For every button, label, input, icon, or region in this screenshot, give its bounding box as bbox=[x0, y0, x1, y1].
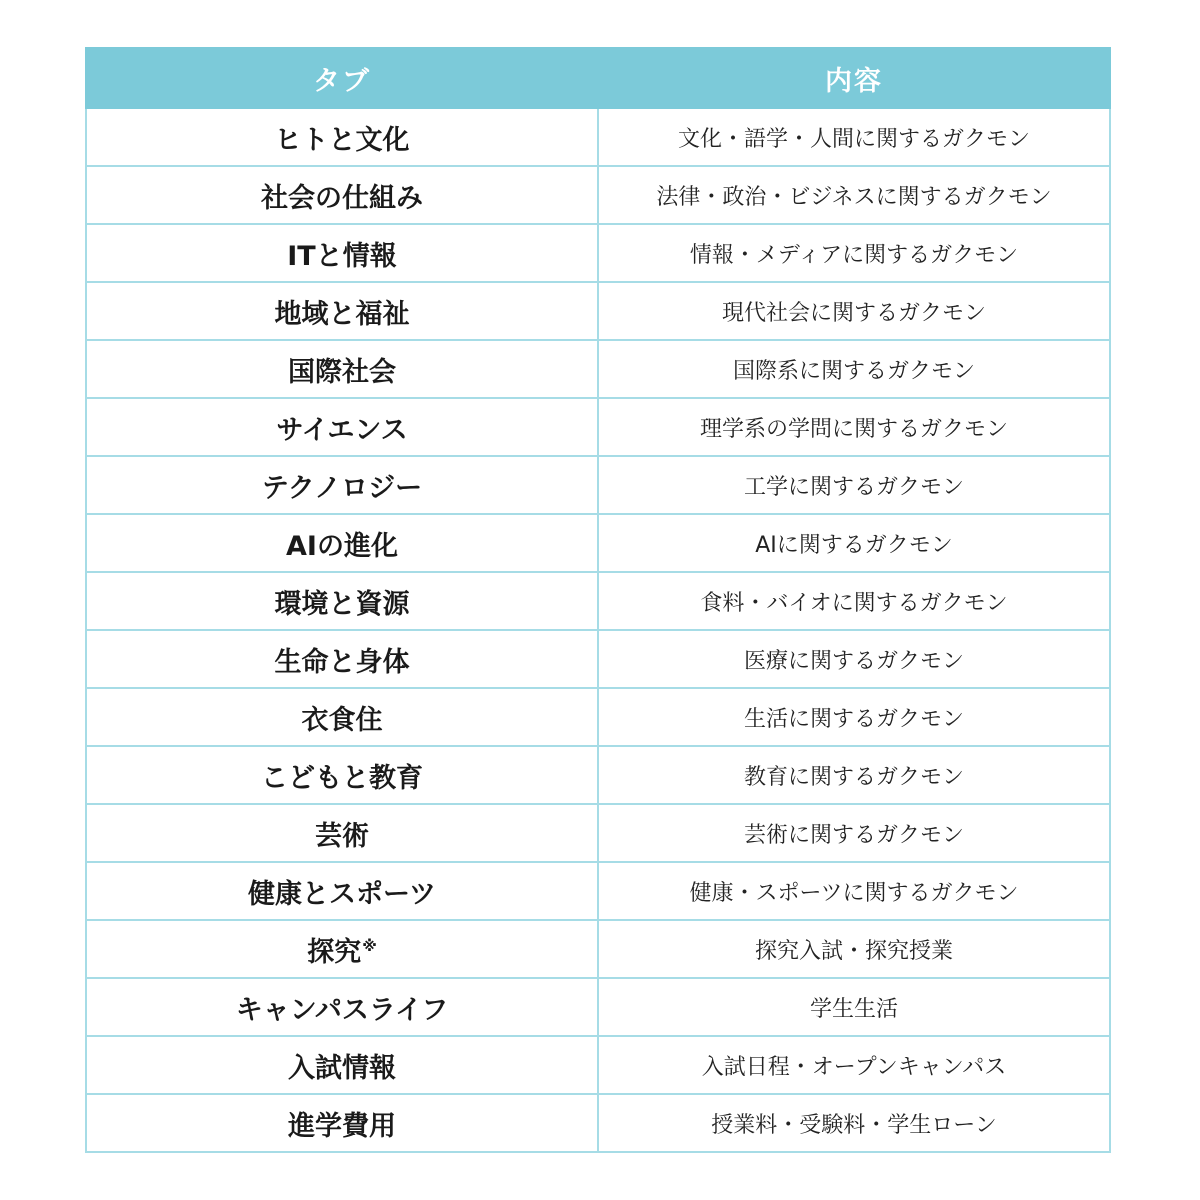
content-cell: 文化・語学・人間に関するガクモン bbox=[598, 108, 1110, 166]
tab-content-table-wrapper bbox=[85, 47, 1109, 1153]
table-body bbox=[86, 108, 1110, 1152]
tab-content-table bbox=[85, 47, 1111, 1153]
content-cell: 食料・バイオに関するガクモン bbox=[598, 572, 1110, 630]
content-cell: 入試日程・オープンキャンパス bbox=[598, 1036, 1110, 1094]
tab-name-cell: 国際社会 bbox=[86, 340, 598, 398]
tab-name-cell: 芸術 bbox=[86, 804, 598, 862]
table-row bbox=[86, 398, 1110, 456]
table-row bbox=[86, 340, 1110, 398]
header-tab: タブ bbox=[86, 48, 598, 108]
table-row bbox=[86, 920, 1110, 978]
tab-name-cell: 地域と福祉 bbox=[86, 282, 598, 340]
tab-name-cell: AIの進化 bbox=[86, 514, 598, 572]
header-content: 内容 bbox=[598, 48, 1110, 108]
table-row bbox=[86, 978, 1110, 1036]
table-row bbox=[86, 224, 1110, 282]
content-cell: 授業料・受験料・学生ローン bbox=[598, 1094, 1110, 1152]
content-cell: 情報・メディアに関するガクモン bbox=[598, 224, 1110, 282]
tab-name-cell: 社会の仕組み bbox=[86, 166, 598, 224]
table-row bbox=[86, 688, 1110, 746]
table-row bbox=[86, 456, 1110, 514]
content-cell: 現代社会に関するガクモン bbox=[598, 282, 1110, 340]
content-cell: 法律・政治・ビジネスに関するガクモン bbox=[598, 166, 1110, 224]
content-cell: 理学系の学問に関するガクモン bbox=[598, 398, 1110, 456]
footnote-mark: ※ bbox=[362, 936, 377, 955]
tab-name-cell: 生命と身体 bbox=[86, 630, 598, 688]
tab-name-cell: テクノロジー bbox=[86, 456, 598, 514]
table-row bbox=[86, 862, 1110, 920]
content-cell: 学生生活 bbox=[598, 978, 1110, 1036]
content-cell: 国際系に関するガクモン bbox=[598, 340, 1110, 398]
content-cell: 工学に関するガクモン bbox=[598, 456, 1110, 514]
tab-name-cell: こどもと教育 bbox=[86, 746, 598, 804]
tab-name-cell: ITと情報 bbox=[86, 224, 598, 282]
tab-name-cell: 環境と資源 bbox=[86, 572, 598, 630]
content-cell: 生活に関するガクモン bbox=[598, 688, 1110, 746]
table-row bbox=[86, 746, 1110, 804]
tab-name-cell: 入試情報 bbox=[86, 1036, 598, 1094]
content-cell: 芸術に関するガクモン bbox=[598, 804, 1110, 862]
tab-name-cell: 健康とスポーツ bbox=[86, 862, 598, 920]
tab-name-text: 探究 bbox=[307, 936, 362, 968]
table-row bbox=[86, 572, 1110, 630]
tab-name-cell: サイエンス bbox=[86, 398, 598, 456]
tab-name-cell: ヒトと文化 bbox=[86, 108, 598, 166]
table-row bbox=[86, 1094, 1110, 1152]
content-cell: 探究入試・探究授業 bbox=[598, 920, 1110, 978]
content-cell: 教育に関するガクモン bbox=[598, 746, 1110, 804]
tab-name-cell: キャンパスライフ bbox=[86, 978, 598, 1036]
content-cell: 医療に関するガクモン bbox=[598, 630, 1110, 688]
tab-name-cell: 衣食住 bbox=[86, 688, 598, 746]
table-row bbox=[86, 804, 1110, 862]
table-row bbox=[86, 630, 1110, 688]
table-row bbox=[86, 108, 1110, 166]
header-row bbox=[86, 48, 1110, 108]
tab-name-cell bbox=[86, 920, 598, 978]
table-header bbox=[86, 48, 1110, 108]
table-row bbox=[86, 514, 1110, 572]
table-row bbox=[86, 166, 1110, 224]
content-cell: 健康・スポーツに関するガクモン bbox=[598, 862, 1110, 920]
content-cell: AIに関するガクモン bbox=[598, 514, 1110, 572]
table-row bbox=[86, 282, 1110, 340]
table-row bbox=[86, 1036, 1110, 1094]
tab-name-cell: 進学費用 bbox=[86, 1094, 598, 1152]
